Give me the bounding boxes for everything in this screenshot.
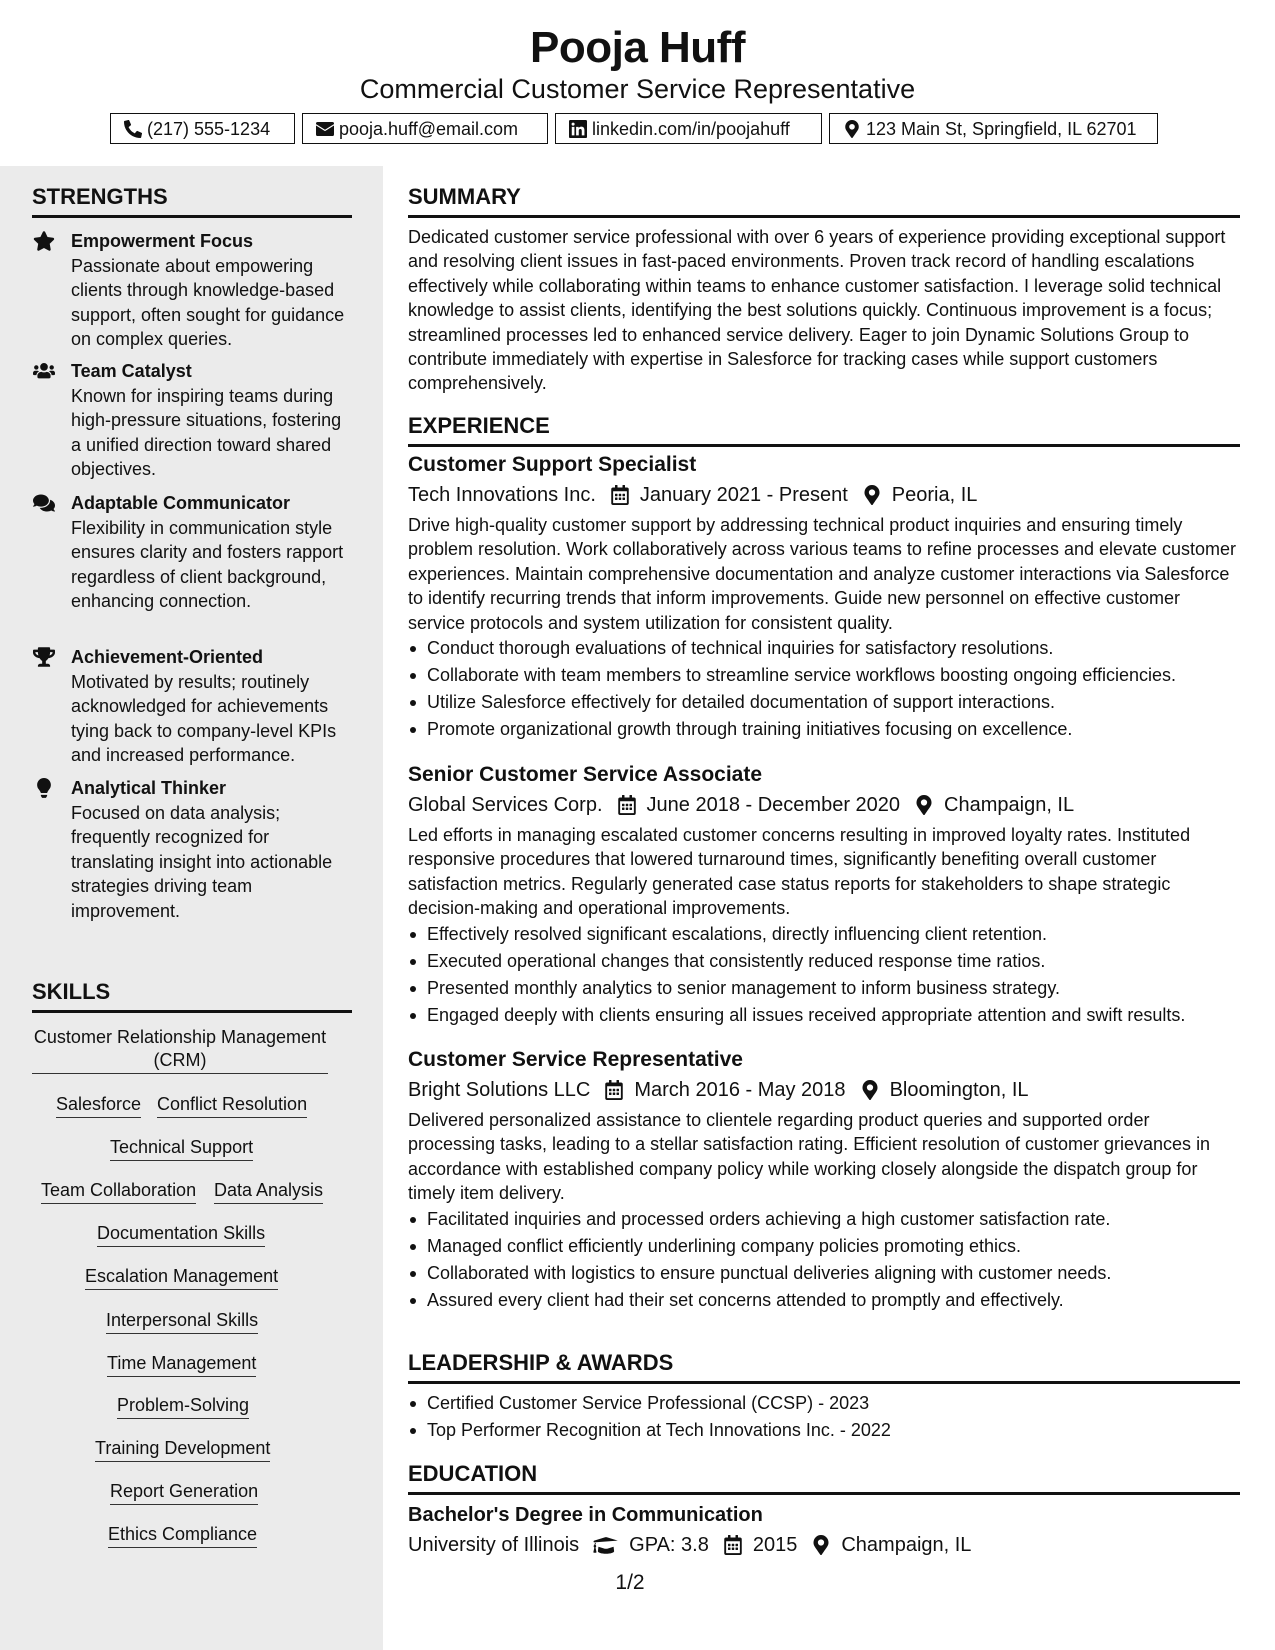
job-bullets — [408, 635, 1240, 743]
skill-tag: Data Analysis — [214, 1178, 323, 1204]
job-description: Delivered personalized assistance to clientele regarding product queries and supported order processing tasks, leading to a stellar satisfaction rating. Efficient resolution of customer grievances in accordance with established company policy while working closely alongside the dispatch group for timely item delivery. — [408, 1110, 1211, 1204]
skill-tag: Escalation Management — [85, 1264, 278, 1290]
envelope-icon — [315, 119, 335, 139]
list-item: Utilize Salesforce effectively for detailed documentation of support interactions. — [408, 689, 1240, 716]
list-item: Managed conflict efficiently underlining company policies promoting ethics. — [408, 1233, 1240, 1260]
calendar-icon — [604, 1080, 624, 1100]
map-marker-icon — [842, 119, 862, 139]
contact-linkedin[interactable] — [555, 113, 822, 144]
job-title: Customer Service Representative — [408, 1048, 743, 1071]
linkedin-icon — [568, 119, 588, 139]
strength-title: Team Catalyst — [71, 361, 192, 381]
education-degree: Bachelor's Degree in Communication — [408, 1504, 763, 1526]
page-number: 1/2 — [615, 1571, 645, 1594]
calendar-icon — [617, 795, 637, 815]
list-item: Facilitated inquiries and processed orders achieving a high customer satisfaction rate. — [408, 1206, 1240, 1233]
awards-heading: LEADERSHIP & AWARDS — [408, 1349, 1240, 1384]
strength-desc: Passionate about empowering clients through knowledge-based support, often sought for guidance on complex queries. — [71, 256, 345, 350]
education-section — [408, 1460, 1240, 1559]
contact-linkedin-text: linkedin.com/in/poojahuff — [592, 118, 790, 139]
graduation-cap-icon — [593, 1535, 619, 1555]
contact-email[interactable] — [302, 113, 548, 144]
strength-desc: Focused on data analysis; frequently recognized for translating insight into actionable strategies driving team improvement. — [71, 803, 333, 921]
users-icon — [32, 361, 56, 383]
job-dates: June 2018 - December 2020 — [646, 794, 901, 816]
skill-tag: Time Management — [107, 1351, 256, 1377]
summary-text: Dedicated customer service professional with over 6 years of experience providing exceptional support and resolving client issues in fast-paced environments. Proven track record of handling escalations effectively while collaborating within teams to enhance customer satisfaction. I leverage solid technical knowledge to assist clients, identifying the best solutions quickly. Continuous improvement is a focus; streamlined processes led to enhanced service delivery. Eager to join Dynamic Solutions Group to contribute immediately with expertise in Salesforce for tracking cases while support customers comprehensively. — [408, 227, 1226, 394]
resume-header — [0, 0, 1275, 166]
list-item: Assured every client had their set concerns attended to promptly and effectively. — [408, 1287, 1240, 1314]
sidebar — [0, 166, 383, 1650]
contact-phone-text: (217) 555-1234 — [147, 118, 271, 139]
contact-email-text: pooja.huff@email.com — [339, 118, 519, 139]
lightbulb-icon — [32, 778, 56, 800]
skill-tag: Interpersonal Skills — [106, 1308, 258, 1334]
education-school: University of Illinois — [408, 1534, 580, 1556]
strength-desc: Motivated by results; routinely acknowledged for achievements tying back to company-level KPIs and increased performance. — [71, 672, 337, 766]
job-bullets — [408, 1206, 1240, 1314]
job-entry — [408, 761, 1240, 1029]
job-description: Led efforts in managing escalated customer concerns resulting in improved loyalty rates. Instituted responsive procedures that lowered turnaround times, significantly benefiting overall customer satisfaction metrics. Regularly generated case status reports for stakeholders to shape strategic decision-making and operational improvements. — [408, 825, 1191, 919]
calendar-icon — [610, 485, 630, 505]
awards-list — [408, 1390, 1240, 1444]
skill-tag: Training Development — [95, 1436, 270, 1462]
strength-title: Achievement-Oriented — [71, 647, 264, 667]
job-company: Tech Innovations Inc. — [408, 484, 596, 506]
trophy-icon — [32, 647, 56, 669]
strengths-heading: STRENGTHS — [32, 183, 352, 218]
job-title: Senior Customer Service Associate — [408, 763, 763, 786]
skill-tag: Salesforce — [56, 1092, 141, 1118]
list-item: Effectively resolved significant escalations, directly influencing client retention. — [408, 921, 1240, 948]
contact-bar — [110, 113, 1158, 144]
map-marker-icon — [914, 795, 934, 815]
job-entry — [408, 1046, 1240, 1314]
strength-desc: Flexibility in communication style ensures clarity and fosters rapport regardless of client background, enhancing connection. — [71, 518, 344, 612]
list-item: Conduct thorough evaluations of technical inquiries for satisfactory resolutions. — [408, 635, 1240, 662]
education-heading: EDUCATION — [408, 1460, 1240, 1495]
education-location: Champaign, IL — [841, 1534, 972, 1556]
skill-tag: Conflict Resolution — [157, 1092, 307, 1118]
summary-heading: SUMMARY — [408, 183, 1240, 218]
list-item: Promote organizational growth through training initiatives focusing on excellence. — [408, 716, 1240, 743]
job-company: Global Services Corp. — [408, 794, 603, 816]
experience-heading: EXPERIENCE — [408, 412, 1240, 447]
list-item: Collaborated with logistics to ensure punctual deliveries aligning with customer needs. — [408, 1260, 1240, 1287]
contact-address-text: 123 Main St, Springfield, IL 62701 — [866, 118, 1137, 139]
list-item: Engaged deeply with clients ensuring all issues received appropriate attention and swift results. — [408, 1002, 1240, 1029]
education-gpa: GPA: 3.8 — [629, 1534, 709, 1556]
skill-tag: Ethics Compliance — [108, 1522, 257, 1548]
job-meta — [408, 791, 1240, 819]
strength-desc: Known for inspiring teams during high-pressure situations, fostering a unified direction toward shared objectives. — [71, 386, 342, 480]
strength-title: Empowerment Focus — [71, 231, 254, 251]
job-dates: January 2021 - Present — [639, 484, 848, 506]
job-location: Champaign, IL — [944, 794, 1075, 816]
job-location: Bloomington, IL — [889, 1079, 1029, 1101]
skill-tag: Documentation Skills — [97, 1221, 265, 1247]
candidate-name: Pooja Huff — [530, 23, 745, 72]
list-item: Collaborate with team members to streamline service workflows boosting ongoing efficiencies. — [408, 662, 1240, 689]
strength-title: Analytical Thinker — [71, 778, 227, 798]
summary-section — [408, 183, 1240, 396]
candidate-title: Commercial Customer Service Representative — [359, 74, 916, 104]
job-company: Bright Solutions LLC — [408, 1079, 591, 1101]
map-marker-icon — [860, 1080, 880, 1100]
job-description: Drive high-quality customer support by addressing technical product inquiries and ensuring timely problem resolution. Work collaboratively across various teams to refine processes and elevate customer experiences. Maintain comprehensive documentation and analyze customer interactions via Salesforce to identify recurring trends that inform improvements. Guide new personnel on effective customer service protocols and system utilization for consistent quality. — [408, 515, 1237, 633]
job-title: Customer Support Specialist — [408, 453, 697, 476]
phone-icon — [123, 119, 143, 139]
job-meta — [408, 1076, 1240, 1104]
skill-tag: Customer Relationship Management (CRM) — [32, 1026, 328, 1074]
list-item: Presented monthly analytics to senior management to inform business strategy. — [408, 975, 1240, 1002]
awards-section — [408, 1349, 1240, 1444]
list-item: Certified Customer Service Professional (CCSP) - 2023 — [408, 1390, 1240, 1417]
education-year: 2015 — [752, 1534, 798, 1556]
job-entry — [408, 451, 1240, 743]
skills-heading: SKILLS — [32, 978, 352, 1013]
job-location: Peoria, IL — [891, 484, 978, 506]
comments-icon — [32, 493, 56, 515]
job-dates: March 2016 - May 2018 — [634, 1079, 846, 1101]
calendar-icon — [723, 1535, 743, 1555]
strength-title: Adaptable Communicator — [71, 493, 291, 513]
skill-tag: Technical Support — [110, 1135, 253, 1161]
contact-address[interactable] — [829, 113, 1158, 144]
map-marker-icon — [811, 1535, 831, 1555]
map-marker-icon — [862, 485, 882, 505]
skill-tag: Report Generation — [110, 1479, 258, 1505]
skill-tag: Problem-Solving — [117, 1393, 249, 1419]
job-bullets — [408, 921, 1240, 1029]
education-meta — [408, 1531, 1240, 1559]
contact-phone[interactable] — [110, 113, 295, 144]
star-icon — [32, 231, 56, 253]
list-item: Top Performer Recognition at Tech Innovations Inc. - 2022 — [408, 1417, 1240, 1444]
list-item: Executed operational changes that consistently reduced response time ratios. — [408, 948, 1240, 975]
job-meta — [408, 481, 1240, 509]
experience-section — [408, 412, 1240, 447]
skill-tag: Team Collaboration — [41, 1178, 196, 1204]
